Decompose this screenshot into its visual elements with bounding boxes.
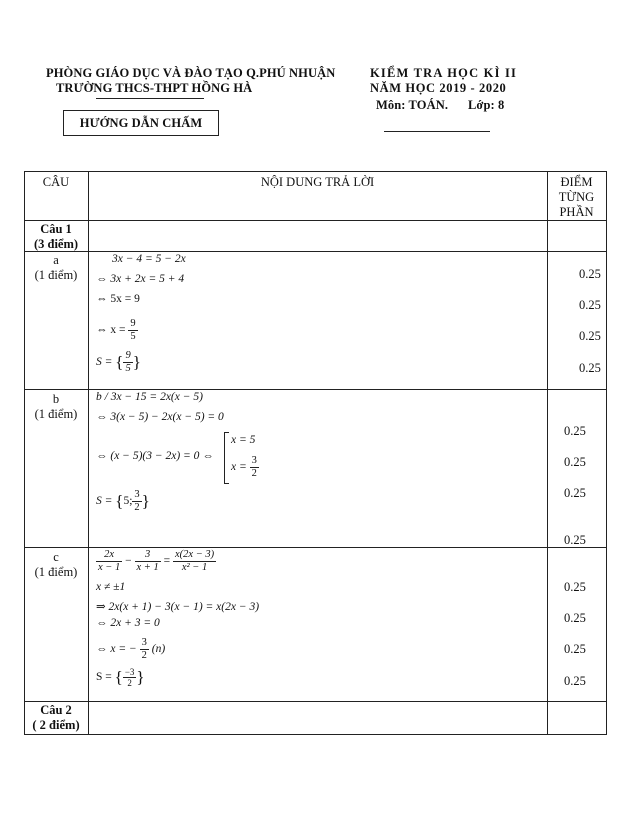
q1a-line-4: ⇔ x = $\frac{9}{5}$ (96, 318, 136, 342)
q1a-fraction: $\frac{9}{5}$ (130, 318, 136, 342)
col-header-score: ĐIỂM TỪNG PHẦN (558, 175, 595, 219)
question-1a-label: a (1 điểm) (34, 253, 78, 282)
exam-title: KIỂM TRA HỌC KÌ II (370, 66, 518, 80)
signature-line (384, 131, 490, 132)
q1b-score-4: 0.25 (564, 533, 586, 547)
col-header-content: NỘI DUNG TRẢ LỜI (260, 175, 375, 189)
q1a-line-2: ⇔ 3x + 2x = 5 + 4 (96, 273, 185, 285)
school-underline (96, 98, 204, 99)
q1b-score-2: 0.25 (564, 455, 586, 469)
q1a-score-3: 0.25 (579, 329, 601, 343)
q1b-line-1: b / 3x − 15 = 2x(x − 5) (96, 391, 203, 403)
col-header-question: CÂU (42, 175, 70, 189)
q1c-score-2: 0.25 (564, 611, 586, 625)
question-1-label: Câu 1 (3 điểm) (33, 222, 79, 251)
q1a-score-2: 0.25 (579, 298, 601, 312)
q1a-line-3: ⇔ 5x = 9 (96, 293, 140, 305)
q1c-line-4: ⇔ x = − $\frac{3}{2}$ (n) (96, 637, 166, 661)
school-year: NĂM HỌC 2019 - 2020 (370, 81, 507, 95)
guide-title-box (63, 110, 219, 136)
guide-title: HƯỚNG DẪN CHẤM (79, 116, 203, 130)
q1a-score-4: 0.25 (579, 361, 601, 375)
q1a-score-1: 0.25 (579, 267, 601, 281)
q1c-score-4: 0.25 (564, 674, 586, 688)
q1b-line-2: ⇔ 3(x − 5) − 2x(x − 5) = 0 (96, 411, 224, 423)
q1c-line-2: ⇒ 2x(x + 1) − 3(x − 1) = x(2x − 3) (96, 601, 260, 613)
q1b-line-3: ⇔ (x − 5)(3 − 2x) = 0 ⇔ (96, 450, 214, 462)
subject-label: Môn: TOÁN. (376, 98, 449, 112)
q1c-line-3: ⇔ 2x + 3 = 0 (96, 617, 160, 629)
q1c-score-1: 0.25 (564, 580, 586, 594)
q1b-score-1: 0.25 (564, 424, 586, 438)
q1b-or-bracket (224, 432, 229, 484)
q1c-solution-set: S = { $\frac{-3}{2}$ } (96, 667, 145, 688)
q1b-root-2: x = $\frac{3}{2}$ (231, 455, 257, 479)
school-name: TRƯỜNG THCS-THPT HỒNG HÀ (56, 81, 253, 95)
q1b-score-3: 0.25 (564, 486, 586, 500)
q1a-solution-set: S = { $\frac{9}{5}$ } (96, 350, 141, 374)
q1c-line-1: x ≠ ±1 (96, 581, 126, 593)
q1b-solution-set: S = {5; $\frac{3}{2}$ } (96, 489, 150, 513)
q1b-root-1: x = 5 (231, 434, 256, 446)
q1c-score-3: 0.25 (564, 642, 586, 656)
department-name: PHÒNG GIÁO DỤC VÀ ĐÀO TẠO Q.PHÚ NHUẬN (46, 66, 336, 80)
q1a-line-1: 3x − 4 = 5 − 2x (112, 253, 186, 265)
question-2-label: Câu 2 ( 2 điểm) (32, 703, 80, 732)
q1c-equation: $\frac{2x}{x - 1}$ − $\frac{3}{x + 1}$ = $\frac{x(2x - 3)}{\text{x² − 1}}$ (98, 549, 215, 573)
question-1b-label: b (1 điểm) (34, 392, 78, 421)
question-1c-label: c (1 điểm) (34, 550, 78, 579)
grade-label: Lớp: 8 (468, 98, 505, 112)
